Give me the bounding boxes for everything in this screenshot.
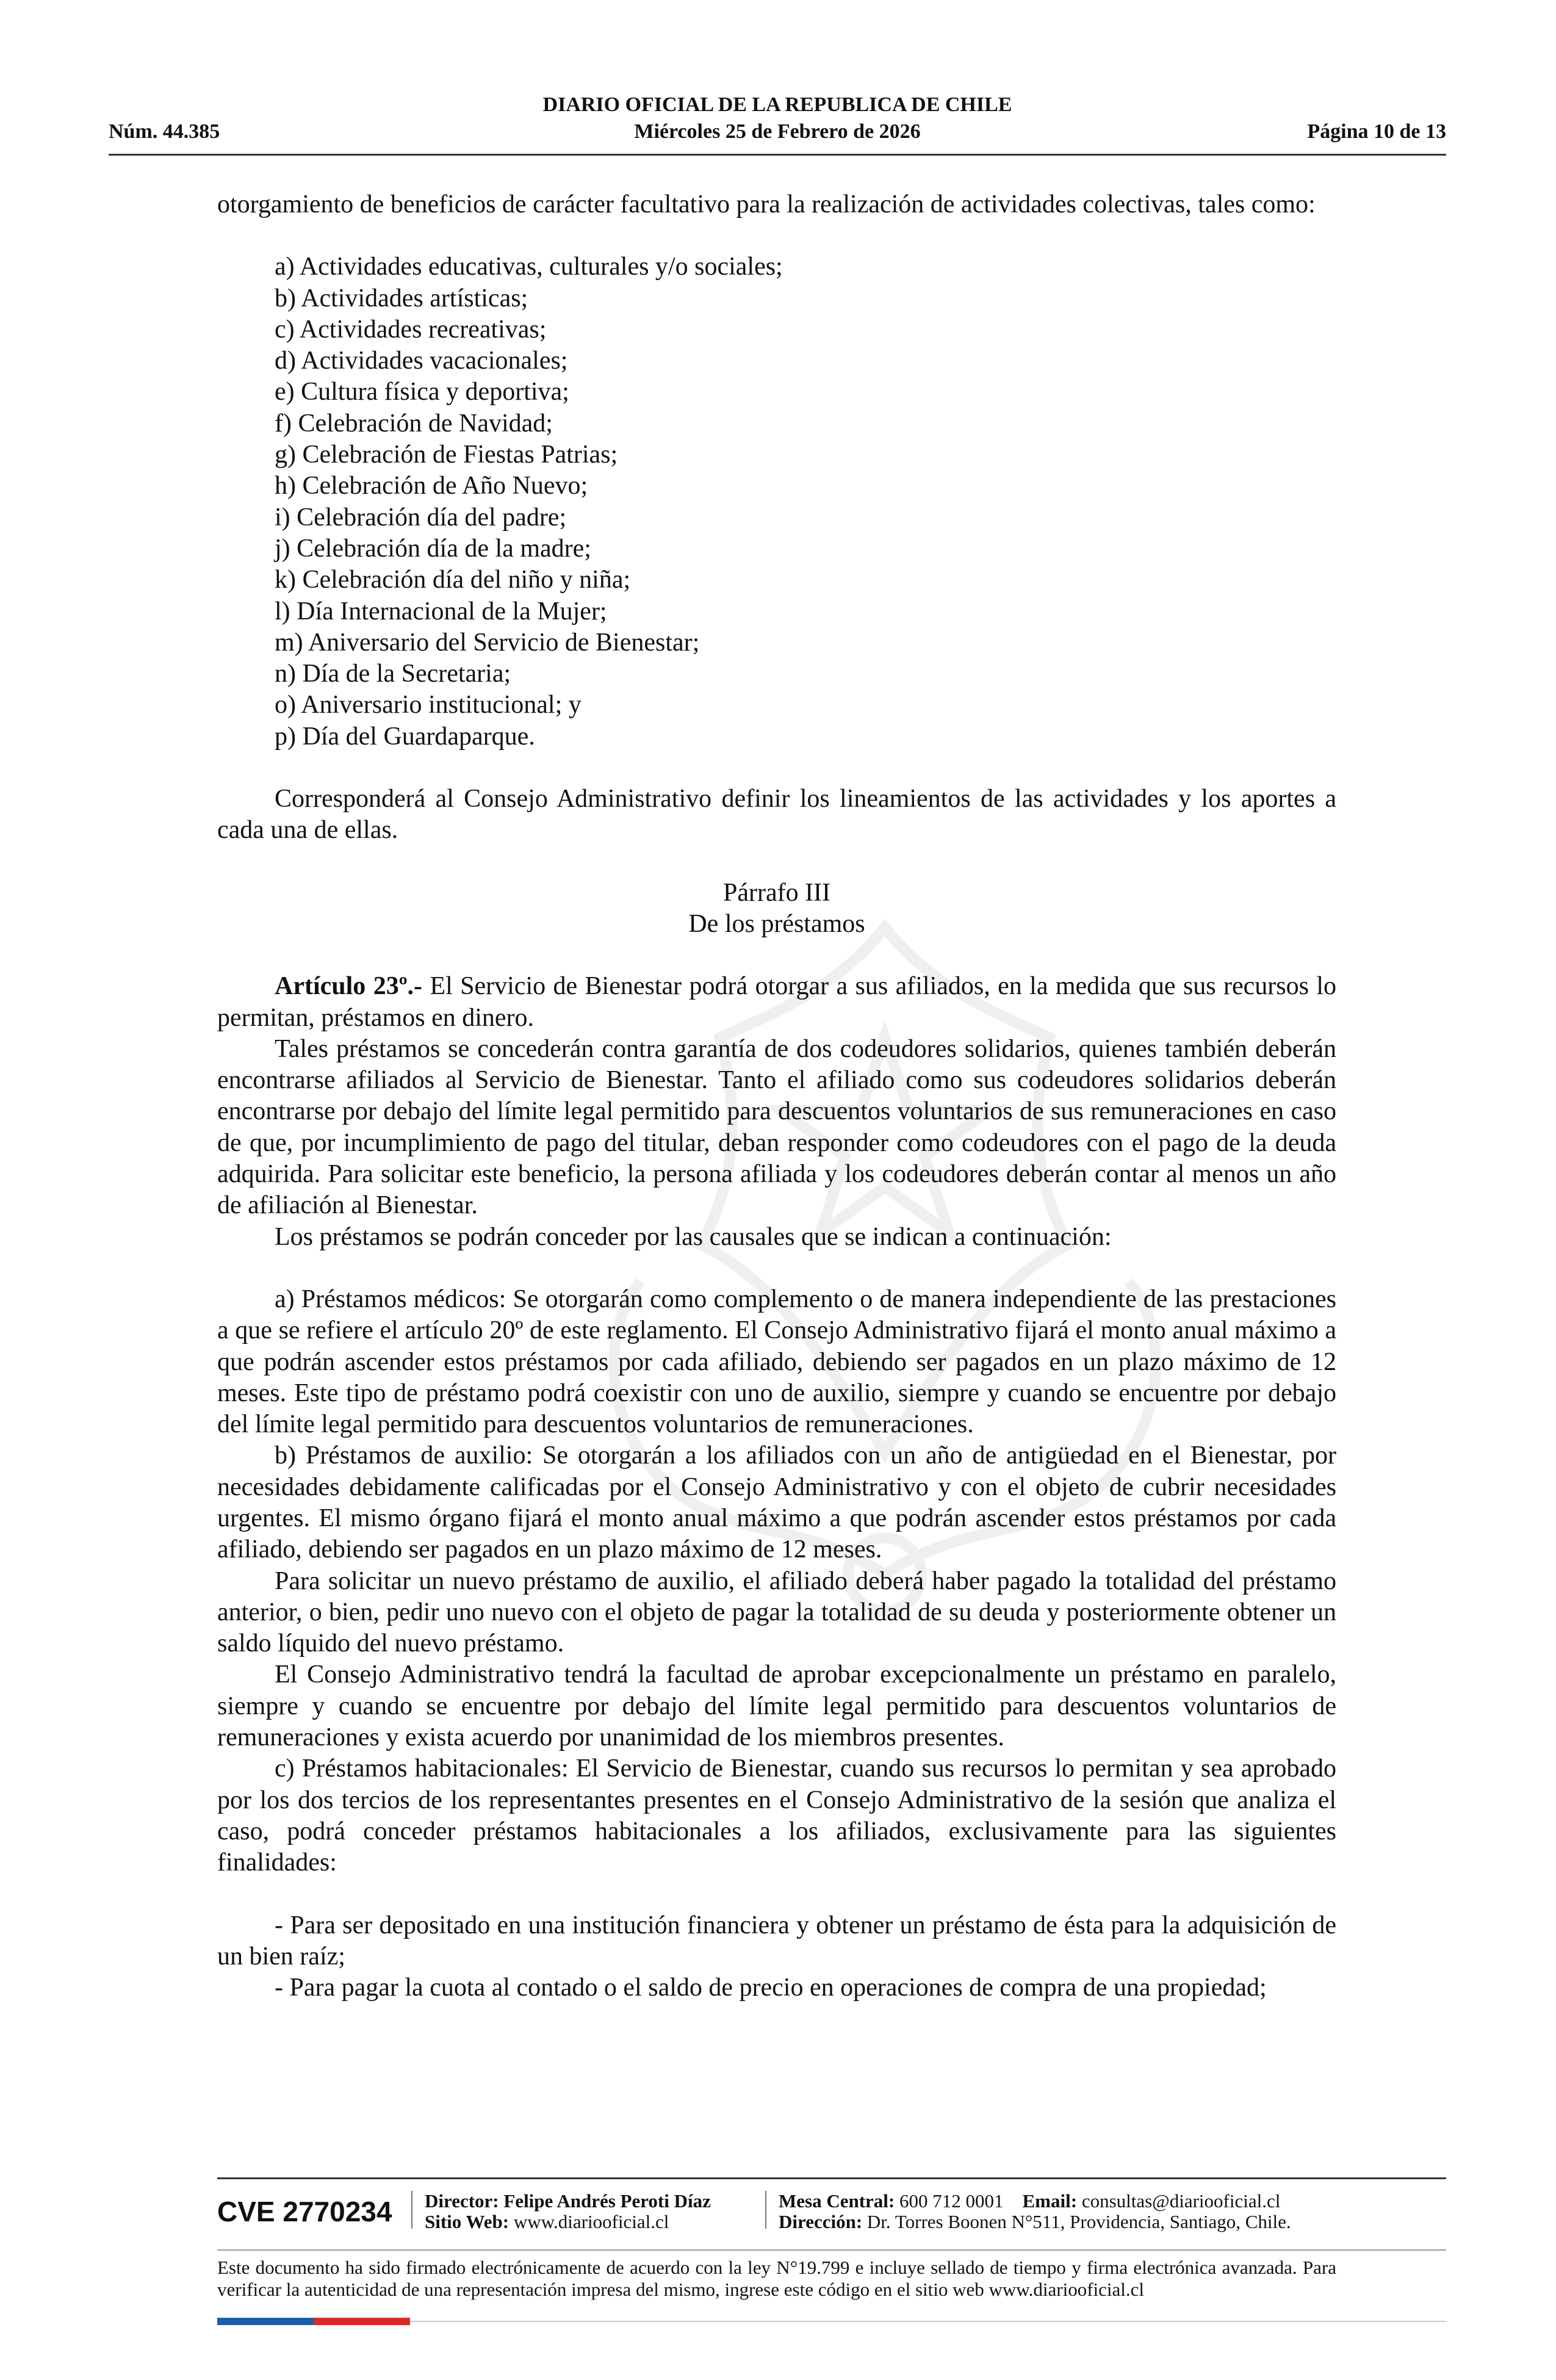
flag-stripe-blue xyxy=(217,2318,314,2325)
legal-notice: Este documento ha sido firmado electrónicamente de acuerdo con la ley N°19.799 e incluye sellado de tiempo y firma electrónica avanzada. Para verificar la autenticidad de una representación impresa del mismo, ingrese este código en el sitio web www.diariooficial.cl xyxy=(217,2257,1336,2300)
director-name: Felipe Andrés Peroti Díaz xyxy=(499,2190,711,2212)
header-divider xyxy=(109,154,1446,156)
list-item: f) Celebración de Navidad; xyxy=(275,409,553,438)
section-title: Párrafo III xyxy=(722,878,831,907)
prestamos-medicos-paragraph: a) Préstamos médicos: Se otorgarán como complemento o de manera independiente de las prestaciones a que se refiere el artículo 20º de este reglamento. El Consejo Administrativo fijará el monto anual máximo a que podrán ascender estos préstamos por cada afiliado, debiendo ser pagados en un plazo máximo de 12 meses. Este tipo de préstamo podrá coexistir con uno de auxilio, siempre y cuando se encuentre por debajo del límite legal permitido para descuentos voluntarios de remuneraciones. xyxy=(217,1285,1336,1439)
list-item: g) Celebración de Fiestas Patrias; xyxy=(275,441,618,469)
mesa-value: 600 712 0001 xyxy=(895,2190,1004,2212)
list-item: b) Actividades artísticas; xyxy=(275,284,528,312)
bottom-divider xyxy=(410,2321,1446,2322)
web-link[interactable]: www.diariooficial.cl xyxy=(509,2211,669,2232)
causales-paragraph: Los préstamos se podrán conceder por las causales que se indican a continuación: xyxy=(275,1222,1112,1251)
web-label: Sitio Web: xyxy=(425,2211,510,2232)
list-item: l) Día Internacional de la Mujer; xyxy=(275,597,607,626)
page-number: Página 10 de 13 xyxy=(1307,120,1446,143)
finalidad-item: - Para pagar la cuota al contado o el saldo de precio en operaciones de compra de una propiedad; xyxy=(275,1974,1267,2002)
director-block xyxy=(425,2191,711,2232)
issue-number: Núm. 44.385 xyxy=(109,120,220,143)
list-item: h) Celebración de Año Nuevo; xyxy=(275,472,588,500)
list-item: i) Celebración día del padre; xyxy=(275,503,567,532)
list-item: k) Celebración día del niño y niña; xyxy=(275,566,631,594)
email-link[interactable]: consultas@diariooficial.cl xyxy=(1077,2190,1281,2212)
cve-code: CVE 2770234 xyxy=(217,2196,392,2227)
section-subtitle: De los préstamos xyxy=(688,909,865,938)
list-item: e) Cultura física y deportiva; xyxy=(275,378,569,406)
document-body xyxy=(217,189,1336,2003)
footer-divider xyxy=(217,2177,1446,2179)
header-row xyxy=(109,118,1446,145)
list-item: o) Aniversario institucional; y xyxy=(275,691,582,719)
prestamo-paralelo-paragraph: El Consejo Administrativo tendrá la facultad de aprobar excepcionalmente un préstamo en paralelo, siempre y cuando se encuentre por debajo del límite legal permitido para descuentos voluntarios de remuneraciones y exista acuerdo por unanimidad de los miembros presentes. xyxy=(217,1661,1336,1752)
article-label: Artículo 23º.- xyxy=(275,972,423,1001)
prestamos-auxilio-paragraph: b) Préstamos de auxilio: Se otorgarán a los afiliados con un año de antigüedad en el Bienestar, por necesidades debidamente calificadas por el Consejo Administrativo y con el objeto de cubrir necesidades urgentes. El mismo órgano fijará el monto anual máximo a que podrán ascender estos préstamos por cada afiliado, debiendo ser pagados en un plazo máximo de 12 meses. xyxy=(217,1441,1336,1564)
page-header xyxy=(109,93,1446,161)
footer-separator xyxy=(765,2191,766,2229)
list-item: n) Día de la Secretaria; xyxy=(275,660,511,688)
list-item: a) Actividades educativas, culturales y/o sociales; xyxy=(275,253,783,281)
article-text: El Servicio de Bienestar podrá otorgar a sus afiliados, en la medida que sus recursos lo permitan, préstamos en dinero. xyxy=(217,972,1336,1032)
footer-divider xyxy=(217,2249,1446,2251)
list-item: p) Día del Guardaparque. xyxy=(275,722,535,751)
direccion-label: Dirección: xyxy=(779,2211,863,2232)
list-item: j) Celebración día de la madre; xyxy=(275,534,591,563)
intro-paragraph: otorgamiento de beneficios de carácter facultativo para la realización de actividades colectivas, tales como: xyxy=(217,190,1316,218)
page-footer xyxy=(217,2177,1446,2299)
flag-stripe-red xyxy=(314,2318,410,2325)
contact-block xyxy=(779,2191,1291,2232)
nuevo-auxilio-paragraph: Para solicitar un nuevo préstamo de auxilio, el afiliado deberá haber pagado la totalidad del préstamo anterior, o bien, pedir uno nuevo con el objeto de pagar la totalidad de su deuda y posteriormente obtener un saldo líquido del nuevo préstamo. xyxy=(217,1567,1336,1658)
newspaper-title: DIARIO OFICIAL DE LA REPUBLICA DE CHILE xyxy=(542,93,1012,116)
garantia-paragraph: Tales préstamos se concederán contra garantía de dos codeudores solidarios, quienes también deberán encontrarse afiliados al Servicio de Bienestar. Tanto el afiliado como sus codeudores solidarios deberán encontrarse por debajo del límite legal permitido para descuentos voluntarios de sus remuneraciones en caso de que, por incumplimiento de pago del titular, deban responder como codeudores con el pago de la deuda adquirida. Para solicitar este beneficio, la persona afiliada y los codeudores deberán contar al menos un año de afiliación al Bienestar. xyxy=(217,1034,1336,1220)
list-item: d) Actividades vacacionales; xyxy=(275,347,568,375)
article-23-paragraph xyxy=(217,971,1336,1034)
mesa-label: Mesa Central: xyxy=(779,2190,895,2212)
activities-list xyxy=(217,251,1336,752)
prestamos-habitacionales-paragraph: c) Préstamos habitacionales: El Servicio de Bienestar, cuando sus recursos lo permitan y sea aprobado por los dos tercios de los representantes presentes en el Consejo Administrativo de la sesión que analiza el caso, podrá conceder préstamos habitacionales a los afiliados, exclusivamente para las siguientes finalidades: xyxy=(217,1754,1336,1877)
list-item: c) Actividades recreativas; xyxy=(275,315,547,344)
email-label: Email: xyxy=(1022,2190,1078,2212)
director-label: Director: xyxy=(425,2190,499,2212)
footer-separator xyxy=(411,2191,412,2229)
finalidad-item: - Para ser depositado en una institución financiera y obtener un préstamo de ésta para la adquisición de un bien raíz; xyxy=(217,1911,1336,1971)
flag-stripe xyxy=(217,2318,410,2325)
direccion-value: Dr. Torres Boonen N°511, Providencia, Santiago, Chile. xyxy=(862,2211,1291,2232)
list-item: m) Aniversario del Servicio de Bienestar; xyxy=(275,628,700,657)
consejo-paragraph: Corresponderá al Consejo Administrativo definir los lineamientos de las actividades y los aportes a cada una de ellas. xyxy=(217,785,1336,845)
issue-date: Miércoles 25 de Febrero de 2026 xyxy=(634,120,921,143)
